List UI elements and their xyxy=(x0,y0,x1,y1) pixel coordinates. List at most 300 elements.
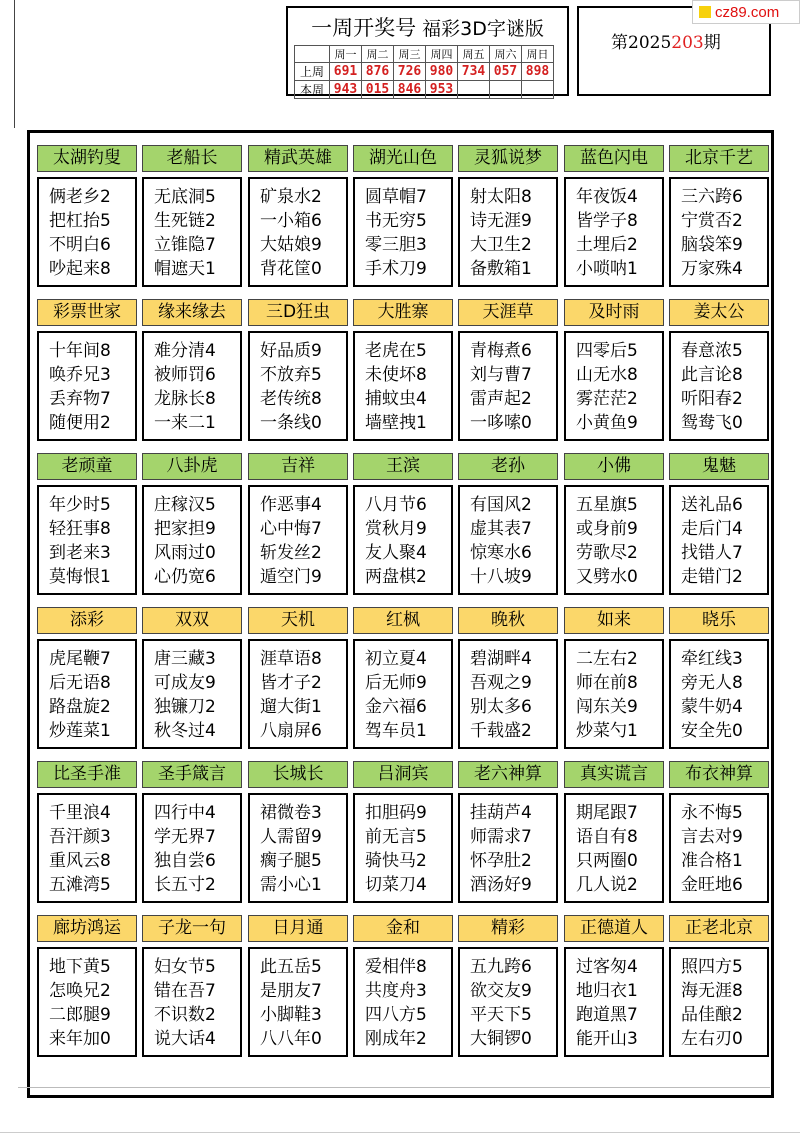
riddle-body xyxy=(37,793,137,903)
riddle-body xyxy=(37,331,137,441)
this-week-number: 943 xyxy=(330,81,362,99)
draw-table xyxy=(294,45,554,99)
riddle-line: 手术刀9 xyxy=(365,259,427,279)
riddle-line: 唐三藏3 xyxy=(154,649,216,669)
riddle-line: 错在吾7 xyxy=(154,981,216,1001)
riddle-author-name: 及时雨 xyxy=(564,299,664,326)
riddle-line: 雾茫茫2 xyxy=(576,389,638,409)
riddle-line: 准合格1 xyxy=(681,851,743,871)
riddle-line: 重风云8 xyxy=(49,851,111,871)
riddle-line: 可成友9 xyxy=(154,673,216,693)
riddle-line: 虚其表7 xyxy=(470,519,532,539)
riddle-line: 大卫生2 xyxy=(470,235,532,255)
riddle-author-name: 金和 xyxy=(353,915,453,942)
riddle-line: 雷声起2 xyxy=(470,389,532,409)
last-week-row xyxy=(295,63,554,81)
riddle-line: 闯东关9 xyxy=(576,697,638,717)
last-week-number: 726 xyxy=(394,63,426,81)
riddle-author-name: 正德道人 xyxy=(564,915,664,942)
riddle-line: 吵起来8 xyxy=(49,259,111,279)
draw-panel-title xyxy=(288,10,567,46)
riddle-author-name: 老孙 xyxy=(458,453,558,480)
riddle-line: 诗无涯9 xyxy=(470,211,532,231)
riddle-cell xyxy=(458,453,558,595)
day-cell: 周六 xyxy=(490,46,522,63)
riddle-line: 过客匆4 xyxy=(576,957,638,977)
riddle-body xyxy=(248,947,348,1057)
riddle-line: 吾观之9 xyxy=(470,673,532,693)
riddle-body xyxy=(669,177,769,287)
day-cell: 周一 xyxy=(330,46,362,63)
riddle-line: 庄稼汉5 xyxy=(154,495,216,515)
riddle-author-name: 老六神算 xyxy=(458,761,558,788)
riddle-line: 一来二1 xyxy=(154,413,216,433)
riddle-line: 千里浪4 xyxy=(49,803,111,823)
riddle-author-name: 彩票世家 xyxy=(37,299,137,326)
riddle-line: 初立夏4 xyxy=(365,649,427,669)
riddle-line: 老传统8 xyxy=(260,389,322,409)
riddle-line: 炒菜勺1 xyxy=(576,721,638,741)
riddle-body xyxy=(669,947,769,1057)
riddle-body xyxy=(37,639,137,749)
riddle-line: 妇女节5 xyxy=(154,957,216,977)
riddle-author-name: 鬼魅 xyxy=(669,453,769,480)
day-cell: 周三 xyxy=(394,46,426,63)
riddle-cell xyxy=(142,145,242,287)
riddle-cell xyxy=(248,607,348,749)
riddle-cell xyxy=(458,915,558,1057)
riddle-body xyxy=(248,177,348,287)
riddle-line: 秋冬过4 xyxy=(154,721,216,741)
riddle-author-name: 正老北京 xyxy=(669,915,769,942)
riddle-line: 十年间8 xyxy=(49,341,111,361)
riddle-line: 宁赏否2 xyxy=(681,211,743,231)
riddle-line: 路盘旋2 xyxy=(49,697,111,717)
riddle-body xyxy=(564,331,664,441)
riddle-line: 爱相伴8 xyxy=(365,957,427,977)
riddle-line: 大姑娘9 xyxy=(260,235,322,255)
riddle-body xyxy=(37,177,137,287)
riddle-author-name: 天机 xyxy=(248,607,348,634)
riddle-body xyxy=(669,485,769,595)
riddle-author-name: 添彩 xyxy=(37,607,137,634)
this-week-number: 015 xyxy=(362,81,394,99)
riddle-author-name: 蓝色闪电 xyxy=(564,145,664,172)
riddle-line: 八月节6 xyxy=(365,495,427,515)
last-week-label: 上周 xyxy=(295,63,330,81)
riddle-body xyxy=(564,177,664,287)
riddle-line: 老虎在5 xyxy=(365,341,427,361)
riddle-line: 不明白6 xyxy=(49,235,111,255)
riddle-author-name: 布衣神算 xyxy=(669,761,769,788)
riddle-body xyxy=(353,639,453,749)
riddle-body xyxy=(564,947,664,1057)
riddle-cell xyxy=(353,299,453,441)
riddle-cell xyxy=(37,299,137,441)
riddle-line: 瘸子腿5 xyxy=(260,851,322,871)
riddle-body xyxy=(458,485,558,595)
riddle-line: 吾汗颜3 xyxy=(49,827,111,847)
riddle-line: 地归衣1 xyxy=(576,981,638,1001)
riddle-author-name: 真实谎言 xyxy=(564,761,664,788)
riddle-body xyxy=(142,639,242,749)
bottom-divider xyxy=(18,1087,770,1088)
riddle-body xyxy=(248,331,348,441)
riddle-line: 挂葫芦4 xyxy=(470,803,532,823)
riddle-line: 人需留9 xyxy=(260,827,322,847)
riddle-line: 八八年0 xyxy=(260,1029,322,1049)
riddle-line: 四八方5 xyxy=(365,1005,427,1025)
weekly-draw-panel xyxy=(286,6,569,96)
riddle-line: 二郎腿9 xyxy=(49,1005,111,1025)
riddle-line: 心中悔7 xyxy=(260,519,322,539)
riddle-line: 牵红线3 xyxy=(681,649,743,669)
riddle-line: 年少时5 xyxy=(49,495,111,515)
riddle-body xyxy=(353,485,453,595)
corner-cell xyxy=(295,46,330,63)
riddle-line: 零三胆3 xyxy=(365,235,427,255)
riddle-line: 矿泉水2 xyxy=(260,187,322,207)
riddle-cell xyxy=(248,761,348,903)
riddle-cell xyxy=(564,299,664,441)
riddle-line: 酒汤好9 xyxy=(470,875,532,895)
riddle-cell xyxy=(564,145,664,287)
riddle-line: 难分清4 xyxy=(154,341,216,361)
riddle-line: 随便用2 xyxy=(49,413,111,433)
this-week-row xyxy=(295,81,554,99)
riddle-author-name: 精彩 xyxy=(458,915,558,942)
riddle-cell xyxy=(669,607,769,749)
riddle-cell xyxy=(142,299,242,441)
riddle-line: 涯草语8 xyxy=(260,649,322,669)
riddle-line: 五星旗5 xyxy=(576,495,638,515)
riddle-line: 听阳春2 xyxy=(681,389,743,409)
riddle-author-name: 八卦虎 xyxy=(142,453,242,480)
riddle-line: 海无涯8 xyxy=(681,981,743,1001)
riddle-body xyxy=(353,177,453,287)
riddle-line: 旁无人8 xyxy=(681,673,743,693)
riddle-cell xyxy=(37,145,137,287)
riddle-cell xyxy=(564,915,664,1057)
riddle-line: 八扇屏6 xyxy=(260,721,322,741)
riddle-line: 斩发丝2 xyxy=(260,543,322,563)
riddle-line: 蒙牛奶4 xyxy=(681,697,743,717)
riddle-line: 欲交友9 xyxy=(470,981,532,1001)
riddle-author-name: 长城长 xyxy=(248,761,348,788)
last-week-number: 057 xyxy=(490,63,522,81)
riddle-cell xyxy=(37,915,137,1057)
riddle-line: 大铜锣0 xyxy=(470,1029,532,1049)
riddle-line: 别太多6 xyxy=(470,697,532,717)
riddle-cell xyxy=(669,915,769,1057)
riddle-cell xyxy=(37,607,137,749)
riddle-line: 轻狂事8 xyxy=(49,519,111,539)
riddle-cell xyxy=(353,607,453,749)
riddle-author-name: 老顽童 xyxy=(37,453,137,480)
riddle-cell xyxy=(37,761,137,903)
riddle-line: 山无水8 xyxy=(576,365,638,385)
riddle-body xyxy=(564,485,664,595)
riddle-cell xyxy=(142,915,242,1057)
riddle-cell xyxy=(353,145,453,287)
riddle-body xyxy=(248,639,348,749)
riddle-line: 唤乔兄3 xyxy=(49,365,111,385)
riddle-line: 皆才子2 xyxy=(260,673,322,693)
riddle-line: 此五岳5 xyxy=(260,957,322,977)
riddle-author-name: 姜太公 xyxy=(669,299,769,326)
riddle-author-name: 双双 xyxy=(142,607,242,634)
riddle-author-name: 晓乐 xyxy=(669,607,769,634)
riddle-line: 十八坡9 xyxy=(470,567,532,587)
riddle-body xyxy=(142,485,242,595)
this-week-number xyxy=(458,81,490,99)
logo-square-icon xyxy=(699,6,711,18)
riddle-author-name: 如来 xyxy=(564,607,664,634)
this-week-number: 953 xyxy=(426,81,458,99)
riddle-cell xyxy=(669,299,769,441)
riddle-line: 扣胆码9 xyxy=(365,803,427,823)
riddle-line: 走错门2 xyxy=(681,567,743,587)
riddle-body xyxy=(353,947,453,1057)
riddle-line: 把家担9 xyxy=(154,519,216,539)
issue-prefix: 第2025 xyxy=(611,33,672,53)
riddle-body xyxy=(37,947,137,1057)
riddle-line: 背花筐0 xyxy=(260,259,322,279)
riddle-line: 只两圈0 xyxy=(576,851,638,871)
page-bottom-rule xyxy=(0,1132,800,1133)
issue-highlight: 203 xyxy=(671,33,704,53)
riddle-line: 未使坏8 xyxy=(365,365,427,385)
riddle-line: 好品质9 xyxy=(260,341,322,361)
riddle-author-name: 大胜寨 xyxy=(353,299,453,326)
riddle-line: 怎唤兄2 xyxy=(49,981,111,1001)
day-cell: 周日 xyxy=(522,46,554,63)
riddle-line: 劳歌尽2 xyxy=(576,543,638,563)
riddle-body xyxy=(142,177,242,287)
riddle-line: 立锥隐7 xyxy=(154,235,216,255)
riddle-line: 五九跨6 xyxy=(470,957,532,977)
riddle-line: 土埋后2 xyxy=(576,235,638,255)
riddle-line: 一条线0 xyxy=(260,413,322,433)
riddle-line: 青梅煮6 xyxy=(470,341,532,361)
riddle-line: 皆学子8 xyxy=(576,211,638,231)
riddle-line: 小唢呐1 xyxy=(576,259,638,279)
last-week-number: 691 xyxy=(330,63,362,81)
riddle-line: 此言论8 xyxy=(681,365,743,385)
riddle-author-name: 灵狐说梦 xyxy=(458,145,558,172)
riddle-author-name: 天涯草 xyxy=(458,299,558,326)
riddle-line: 说大话4 xyxy=(154,1029,216,1049)
riddle-line: 年夜饭4 xyxy=(576,187,638,207)
riddle-line: 金六福6 xyxy=(365,697,427,717)
riddle-line: 又劈水0 xyxy=(576,567,638,587)
riddle-body xyxy=(458,331,558,441)
issue-suffix: 期 xyxy=(703,33,721,53)
riddle-line: 来年加0 xyxy=(49,1029,111,1049)
riddle-body xyxy=(669,331,769,441)
riddle-line: 找错人7 xyxy=(681,543,743,563)
riddle-body xyxy=(564,793,664,903)
riddle-cell xyxy=(564,761,664,903)
riddle-line: 赏秋月9 xyxy=(365,519,427,539)
riddle-cell xyxy=(37,453,137,595)
riddle-line: 友人聚4 xyxy=(365,543,427,563)
riddle-author-name: 三D狂虫 xyxy=(248,299,348,326)
riddle-line: 三六跨6 xyxy=(681,187,743,207)
riddle-line: 小黄鱼9 xyxy=(576,413,638,433)
riddle-author-name: 缘来缘去 xyxy=(142,299,242,326)
this-week-number xyxy=(522,81,554,99)
last-week-number: 898 xyxy=(522,63,554,81)
riddle-line: 一哆嗦0 xyxy=(470,413,532,433)
riddle-line: 言去对9 xyxy=(681,827,743,847)
riddle-line: 一小箱6 xyxy=(260,211,322,231)
site-logo[interactable] xyxy=(692,0,800,24)
logo-text: cz89.com xyxy=(715,3,780,21)
riddle-body xyxy=(142,331,242,441)
riddle-line: 书无穷5 xyxy=(365,211,427,231)
riddle-line: 不识数2 xyxy=(154,1005,216,1025)
riddle-line: 到老来3 xyxy=(49,543,111,563)
riddle-cell xyxy=(353,453,453,595)
riddle-line: 送礼品6 xyxy=(681,495,743,515)
riddle-line: 龙脉长8 xyxy=(154,389,216,409)
riddle-line: 能开山3 xyxy=(576,1029,638,1049)
riddle-line: 师需求7 xyxy=(470,827,532,847)
riddle-cell xyxy=(142,453,242,595)
riddle-author-name: 吕洞宾 xyxy=(353,761,453,788)
day-cell: 周二 xyxy=(362,46,394,63)
riddle-cell xyxy=(564,607,664,749)
riddle-body xyxy=(669,793,769,903)
riddle-line: 平天下5 xyxy=(470,1005,532,1025)
riddle-line: 两盘棋2 xyxy=(365,567,427,587)
riddle-author-name: 日月通 xyxy=(248,915,348,942)
riddle-line: 驾车员1 xyxy=(365,721,427,741)
riddle-line: 鸳鸯飞0 xyxy=(681,413,743,433)
riddle-line: 四行中4 xyxy=(154,803,216,823)
riddle-author-name: 精武英雄 xyxy=(248,145,348,172)
riddle-line: 独自尝6 xyxy=(154,851,216,871)
riddle-cell xyxy=(248,145,348,287)
riddle-line: 惊寒水6 xyxy=(470,543,532,563)
riddle-line: 走后门4 xyxy=(681,519,743,539)
riddle-line: 长五寸2 xyxy=(154,875,216,895)
riddle-line: 师在前8 xyxy=(576,673,638,693)
riddle-line: 圆草帽7 xyxy=(365,187,427,207)
this-week-label: 本周 xyxy=(295,81,330,99)
riddle-line: 遛大街1 xyxy=(260,697,322,717)
riddle-body xyxy=(353,793,453,903)
riddle-line: 几人说2 xyxy=(576,875,638,895)
riddle-cell xyxy=(142,761,242,903)
riddle-line: 怀孕肚2 xyxy=(470,851,532,871)
riddle-body xyxy=(142,947,242,1057)
riddle-line: 二左右2 xyxy=(576,649,638,669)
riddle-author-name: 北京千艺 xyxy=(669,145,769,172)
riddle-line: 风雨过0 xyxy=(154,543,216,563)
riddle-line: 五滩湾5 xyxy=(49,875,111,895)
riddle-author-name: 王滨 xyxy=(353,453,453,480)
this-week-number xyxy=(490,81,522,99)
draw-subtitle-text: 福彩3D字谜版 xyxy=(422,18,544,40)
riddle-line: 骑快马2 xyxy=(365,851,427,871)
riddle-line: 万家殊4 xyxy=(681,259,743,279)
riddle-body xyxy=(248,793,348,903)
day-cell: 周四 xyxy=(426,46,458,63)
riddle-line: 后无语8 xyxy=(49,673,111,693)
riddle-line: 小脚鞋3 xyxy=(260,1005,322,1025)
riddle-body xyxy=(458,639,558,749)
riddle-line: 金旺地6 xyxy=(681,875,743,895)
riddle-line: 丢弃物7 xyxy=(49,389,111,409)
riddle-cell xyxy=(564,453,664,595)
riddle-body xyxy=(458,947,558,1057)
riddle-line: 作恶事4 xyxy=(260,495,322,515)
riddle-line: 左右刃0 xyxy=(681,1029,743,1049)
riddle-line: 无底洞5 xyxy=(154,187,216,207)
riddle-body xyxy=(37,485,137,595)
riddle-line: 或身前9 xyxy=(576,519,638,539)
riddle-cell xyxy=(142,607,242,749)
riddle-line: 莫悔恨1 xyxy=(49,567,111,587)
riddle-line: 心仍宽6 xyxy=(154,567,216,587)
riddle-line: 独镰刀2 xyxy=(154,697,216,717)
riddle-line: 需小心1 xyxy=(260,875,322,895)
riddle-body xyxy=(564,639,664,749)
riddle-cell xyxy=(458,145,558,287)
this-week-number: 846 xyxy=(394,81,426,99)
riddle-body xyxy=(248,485,348,595)
riddle-line: 不放弃5 xyxy=(260,365,322,385)
riddle-cell xyxy=(458,761,558,903)
last-week-number: 980 xyxy=(426,63,458,81)
riddle-line: 期尾跟7 xyxy=(576,803,638,823)
days-row xyxy=(295,46,554,63)
riddle-author-name: 老船长 xyxy=(142,145,242,172)
riddle-line: 炒莲菜1 xyxy=(49,721,111,741)
riddle-line: 是朋友7 xyxy=(260,981,322,1001)
riddle-cell xyxy=(353,761,453,903)
riddle-line: 捕蚊虫4 xyxy=(365,389,427,409)
riddle-author-name: 吉祥 xyxy=(248,453,348,480)
riddle-line: 千载盛2 xyxy=(470,721,532,741)
riddle-body xyxy=(458,793,558,903)
riddle-line: 跑道黑7 xyxy=(576,1005,638,1025)
riddle-body xyxy=(353,331,453,441)
day-cell: 周五 xyxy=(458,46,490,63)
riddle-line: 共度舟3 xyxy=(365,981,427,1001)
riddle-cell xyxy=(669,145,769,287)
riddle-author-name: 太湖钓叟 xyxy=(37,145,137,172)
riddle-line: 永不悔5 xyxy=(681,803,743,823)
riddle-line: 被师罚6 xyxy=(154,365,216,385)
riddle-author-name: 廊坊鸿运 xyxy=(37,915,137,942)
riddle-cell xyxy=(458,299,558,441)
riddle-line: 虎尾鞭7 xyxy=(49,649,111,669)
riddle-cell xyxy=(669,453,769,595)
riddle-line: 墙壁拽1 xyxy=(365,413,427,433)
riddle-line: 前无言5 xyxy=(365,827,427,847)
riddle-cell xyxy=(248,915,348,1057)
riddle-line: 碧湖畔4 xyxy=(470,649,532,669)
riddle-author-name: 小佛 xyxy=(564,453,664,480)
riddle-line: 有国风2 xyxy=(470,495,532,515)
riddle-line: 学无界7 xyxy=(154,827,216,847)
riddle-cell xyxy=(248,453,348,595)
riddle-line: 品佳酿2 xyxy=(681,1005,743,1025)
riddle-author-name: 湖光山色 xyxy=(353,145,453,172)
